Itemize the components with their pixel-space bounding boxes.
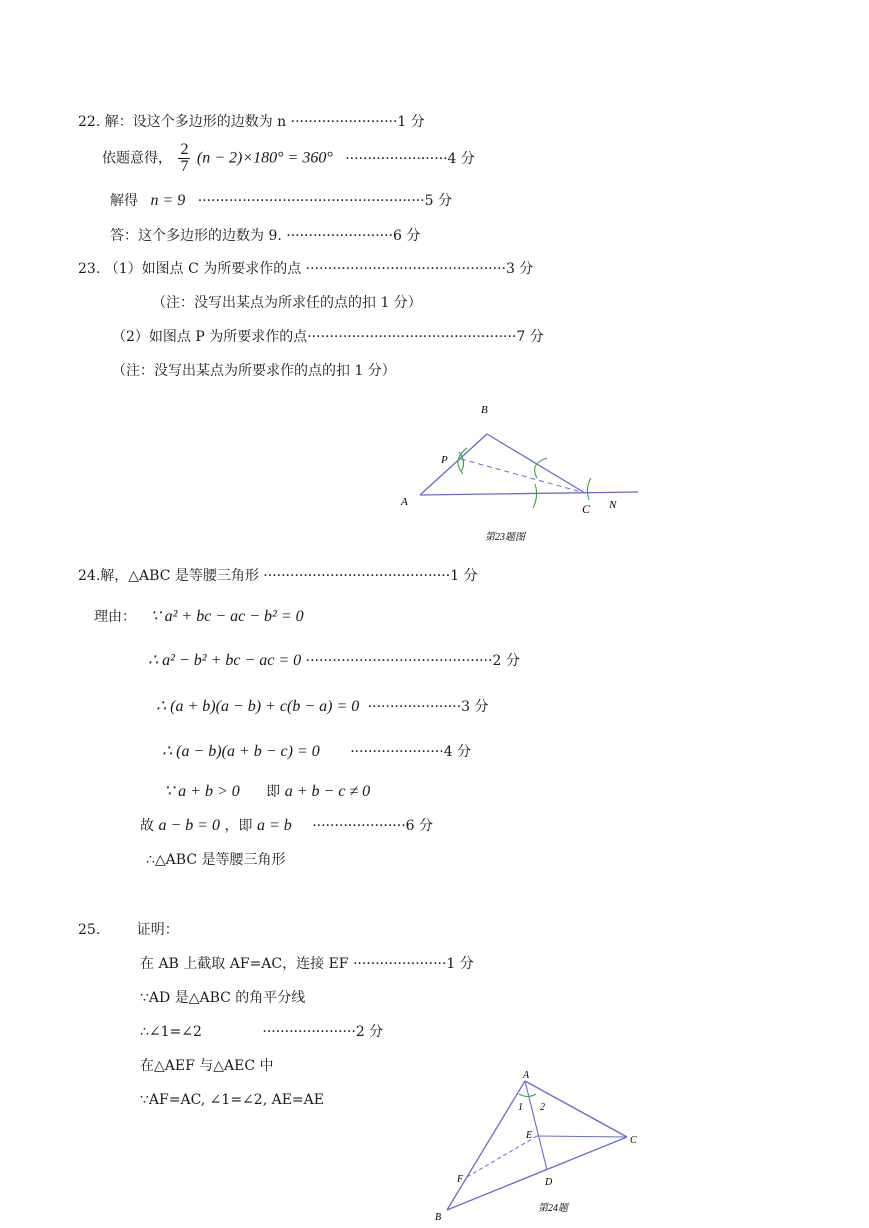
p24-line4-eq: ∴ (a + b)(a − b) + c(b − a) = 0 (156, 698, 360, 715)
p24-line5-eq: ∴ (a − b)(a + b − c) = 0 (162, 743, 320, 760)
p23-label-P: P (441, 454, 448, 466)
p22-frac-den: 7 (180, 158, 189, 175)
p23-caption: 第23题图 (485, 532, 525, 543)
p24-line1: 24.解，△ABC 是等腰三角形 ··········································1 分 (78, 568, 478, 584)
p25-line-EF (467, 1136, 537, 1177)
p25-line-BC (447, 1137, 627, 1210)
p25-label-C: C (630, 1135, 637, 1146)
p24-line3-dots: ··········································2 分 (305, 653, 520, 669)
p23-label-C: C (582, 502, 591, 516)
p24-line7-mid: ，即 (224, 818, 253, 834)
p23-figure (395, 398, 645, 548)
p25-label-E: E (526, 1130, 533, 1141)
p24-line6 (164, 782, 370, 802)
p23-line-AB (420, 434, 487, 495)
p25-line4-a: ∴∠1=∠2 (140, 1024, 202, 1040)
p24-line3 (148, 651, 520, 671)
p23-arc-a (533, 484, 537, 508)
p25-line-AB (447, 1081, 525, 1210)
p22-equation: (n − 2)×180° = 360° (196, 149, 333, 167)
p25-line4 (140, 1022, 383, 1042)
p22-line3-eq: n = 9 (150, 192, 186, 209)
p25-number: 25. (78, 922, 101, 938)
p23-arc-c (587, 478, 591, 500)
p22-frac-num: 2 (180, 141, 189, 158)
p25-label-2: 2 (540, 1102, 545, 1113)
p25-label-A: A (523, 1070, 530, 1081)
p22-line2-prefix: 依题意得， (102, 150, 172, 167)
p25-caption: 第24题 (538, 1203, 568, 1214)
p23-line-BC (487, 434, 585, 493)
p23-label-N: N (609, 499, 617, 511)
p24-line7-eq2: a = b (256, 817, 292, 834)
p22-line2 (102, 142, 475, 182)
p23-label-B: B (481, 404, 488, 416)
p22-fraction (178, 142, 190, 175)
p25-angle-arc (519, 1094, 536, 1097)
p24-line6-mid: 即 (266, 784, 281, 800)
p24-line7-dots: ·····················6 分 (312, 818, 434, 834)
p25-line4-dots: ·····················2 分 (262, 1024, 384, 1040)
p22-line4: 答：这个多边形的边数为 9. ························6 分 (110, 228, 421, 244)
p23-line4: （注：没写出某点为所要求作的点的扣 1 分） (112, 363, 396, 379)
p22-line3 (110, 191, 452, 211)
p25-label-F: F (457, 1174, 464, 1185)
p23-line3: （2）如图点 P 为所要求作的点···············································7 分 (112, 329, 544, 345)
p25-label-B: B (435, 1212, 442, 1223)
p23-line1: 23. （1）如图点 C 为所要求作的点 ·············································3 分 (78, 261, 534, 277)
p25-figure (425, 1064, 650, 1224)
p24-line7-prefix: 故 (140, 818, 154, 834)
p23-line2: （注：没写出某点为所求任的点的扣 1 分） (152, 295, 422, 311)
p25-line-EC (537, 1136, 627, 1137)
p22-line3-dots: ···················································5 分 (197, 193, 453, 209)
p22-line1: 22. 解：设这个多边形的边数为 n ························1 分 (78, 114, 425, 130)
p24-line6-eq2: a + b − c ≠ 0 (284, 783, 371, 800)
p24-line7 (140, 816, 433, 836)
p24-line5 (162, 742, 471, 762)
p25-line5: 在△AEF 与△AEC 中 (140, 1058, 274, 1074)
p24-line2 (94, 607, 304, 627)
p22-line3-prefix: 解得 (110, 193, 138, 209)
p24-line8: ∴△ABC 是等腰三角形 (146, 852, 286, 868)
p25-line1 (78, 920, 179, 940)
p25-line6: ∵AF=AC, ∠1=∠2, AE=AE (140, 1092, 324, 1108)
p24-line7-eq: a − b = 0 (158, 817, 221, 834)
p24-line4 (156, 697, 489, 717)
p23-label-A: A (401, 496, 408, 508)
p23-arc-q (535, 458, 547, 478)
p22-line2-dots: ·······················4 分 (345, 150, 475, 167)
p25-label-1: 1 (518, 1102, 523, 1113)
p24-line6-eq: ∵ a + b > 0 (164, 783, 240, 800)
p24-line3-eq: ∴ a² − b² + bc − ac = 0 (148, 652, 302, 669)
p24-line2-eq: ∵ a² + bc − ac − b² = 0 (150, 608, 304, 625)
p25-label-D: D (545, 1177, 553, 1188)
p25-line3: ∵AD 是△ABC 的角平分线 (140, 990, 306, 1006)
p25-line2: 在 AB 上截取 AF=AC，连接 EF ·····················1 分 (140, 956, 474, 972)
p23-line-AN (420, 492, 638, 495)
p23-line-PC (461, 459, 585, 493)
p24-line2-prefix: 理由： (94, 609, 136, 625)
p24-line5-dots: ·····················4 分 (350, 744, 472, 760)
p25-proof-label: 证明： (136, 922, 179, 938)
p24-line4-dots: ·····················3 分 (367, 699, 489, 715)
